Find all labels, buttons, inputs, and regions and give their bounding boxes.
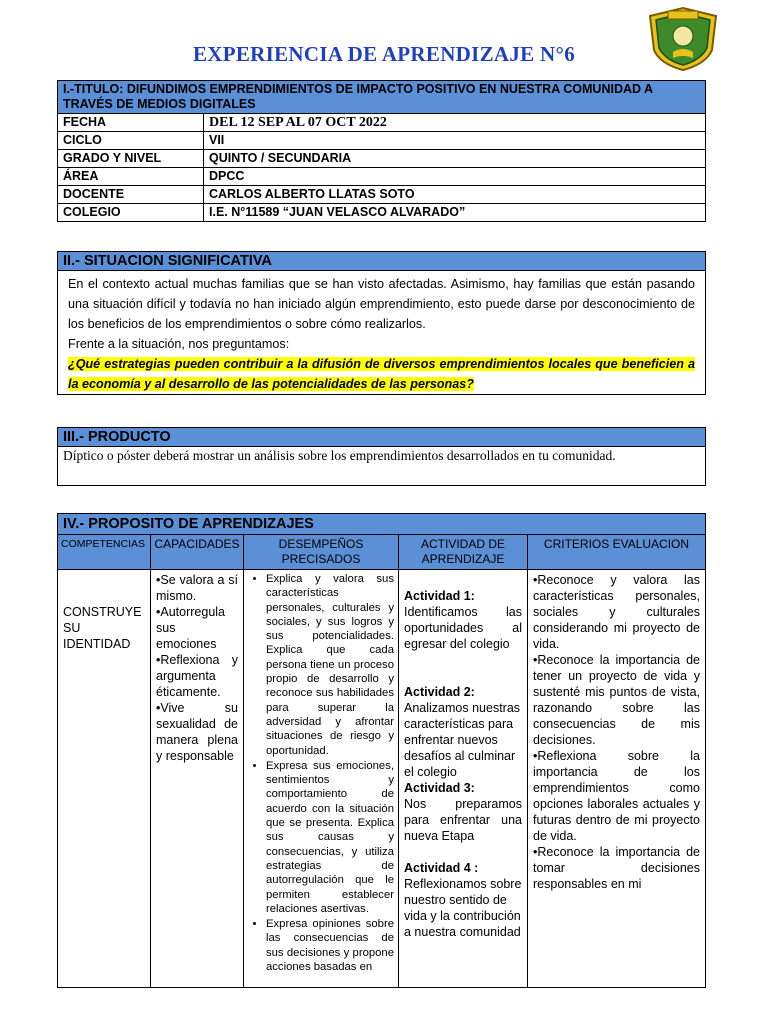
datos-generales-table — [57, 80, 706, 222]
desempenos-cell — [244, 570, 399, 988]
actividad-2-text: Analizamos nuestras características para enfrentar nuevos desafíos al culminar el colegio — [404, 701, 521, 779]
list-item: •Vive su sexualidad de manera plena y responsable — [156, 701, 238, 763]
criterios-cell — [528, 570, 706, 988]
producto-text: Díptico o póster deberá mostrar un análisis sobre los emprendimientos desarrollados en tu comunidad. — [63, 448, 616, 463]
col-desempenos: DESEMPEÑOS PRECISADOS — [244, 535, 399, 570]
situacion-significativa-section — [57, 251, 706, 395]
table-row — [58, 132, 706, 150]
actividad-3-title: Actividad 3: — [404, 781, 475, 795]
list-item: •Reflexiona sobre la importancia de los emprendimientos como opciones laborales actuales y futuras dentro de mi proyecto de vida. — [533, 749, 700, 843]
fecha-value: DEL 12 SEP AL 07 OCT 2022 — [204, 114, 706, 132]
list-item: •Reconoce la importancia de tomar decisiones responsables en mi — [533, 845, 700, 891]
producto-section — [57, 427, 706, 486]
producto-heading: III.- PRODUCTO — [58, 428, 705, 447]
table-row — [58, 114, 706, 132]
area-value: DPCC — [204, 168, 706, 186]
school-logo — [646, 6, 720, 72]
list-item: •Autorregula sus emociones — [156, 605, 226, 651]
list-item: • Expresa opiniones sobre las consecuencias de sus decisiones y propone acciones basadas en — [266, 917, 394, 974]
actividad-1-text: Identificamos las oportunidades al egresar del colegio — [404, 605, 522, 651]
actividad-4-text: Reflexionamos sobre nuestro sentido de vida y la contribución a nuestra comunidad — [404, 877, 522, 939]
col-criterios: CRITERIOS EVALUACION — [528, 535, 706, 570]
docente-label: DOCENTE — [58, 186, 204, 204]
list-item: •Reconoce la importancia de tener un proyecto de vida y sustenté mis puntos de vista, razonando sobre las consecuencias de mis decisiones. — [533, 653, 700, 747]
col-actividad: ACTIVIDAD DE APRENDIZAJE — [399, 535, 528, 570]
list-item: • Expresa sus emociones, sentimientos y comportamiento de acuerdo con la situación que se presenta. Explica sus causas y consecuencias, y utiliza estrategias de autorregulación que le permiten establecer relaciones asertivas. — [266, 759, 394, 916]
situacion-prompt: Frente a la situación, nos preguntamos: — [68, 337, 290, 351]
actividad-1-title: Actividad 1: — [404, 589, 475, 603]
document-title: EXPERIENCIA DE APRENDIZAJE N°6 — [192, 42, 576, 66]
capacidades-cell — [151, 570, 244, 988]
situacion-question: ¿Qué estrategias pueden contribuir a la difusión de diversos emprendimientos locales que beneficien a la economía y al desarrollo de las potencialidades de las personas? — [68, 357, 695, 391]
area-label: ÁREA — [58, 168, 204, 186]
list-item: • Explica y valora sus características personales, culturales y sociales, y sus logros y sus potencialidades. Explica que cada persona tiene un proceso propio de desarrollo y reconoce sus habilidades para superar la adversidad y afrontar situaciones de riesgo y oportunidad. — [266, 572, 394, 758]
list-item: •Se valora a sí mismo. — [156, 573, 238, 603]
table-row — [58, 150, 706, 168]
colegio-value: I.E. N°11589 “JUAN VELASCO ALVARADO” — [204, 204, 706, 222]
docente-value: CARLOS ALBERTO LLATAS SOTO — [204, 186, 706, 204]
actividad-2-title: Actividad 2: — [404, 685, 475, 699]
ciclo-value: VII — [204, 132, 706, 150]
table-row — [58, 204, 706, 222]
situacion-paragraph: En el contexto actual muchas familias que se han visto afectadas. Asimismo, hay familias que están pasando una situación difícil y todavía no han iniciado algún emprendimiento, esto puede darse por desconocimiento de los beneficios de los emprendimientos o sobre cómo realizarlos. — [68, 277, 695, 331]
competencia-cell — [58, 570, 151, 988]
list-item: •Reconoce y valora las características personales, sociales y culturales considerando mi proyecto de vida. — [533, 573, 700, 651]
fecha-label: FECHA — [58, 114, 204, 132]
actividades-cell — [399, 570, 528, 988]
col-competencias: COMPETENCIAS — [58, 535, 151, 570]
proposito-heading: IV.- PROPOSITO DE APRENDIZAJES — [58, 514, 706, 535]
competencia-text: CONSTRUYE SU IDENTIDAD — [63, 605, 142, 651]
col-capacidades: CAPACIDADES — [151, 535, 244, 570]
table-row — [58, 186, 706, 204]
actividad-3-text: Nos preparamos para enfrentar una nueva Etapa — [404, 797, 522, 843]
titulo-cell: I.-TITULO: DIFUNDIMOS EMPRENDIMIENTOS DE IMPACTO POSITIVO EN NUESTRA COMUNIDAD A TRAVÉS DE MEDIOS DIGITALES — [58, 81, 706, 114]
grado-label: GRADO Y NIVEL — [58, 150, 204, 168]
colegio-label: COLEGIO — [58, 204, 204, 222]
table-row — [58, 168, 706, 186]
actividad-4-title: Actividad 4 : — [404, 861, 479, 875]
grado-value: QUINTO / SECUNDARIA — [204, 150, 706, 168]
list-item: •Reflexiona y argumenta éticamente. — [156, 653, 238, 699]
proposito-table — [57, 513, 706, 988]
situacion-heading: II.- SITUACION SIGNIFICATIVA — [58, 252, 705, 271]
ciclo-label: CICLO — [58, 132, 204, 150]
